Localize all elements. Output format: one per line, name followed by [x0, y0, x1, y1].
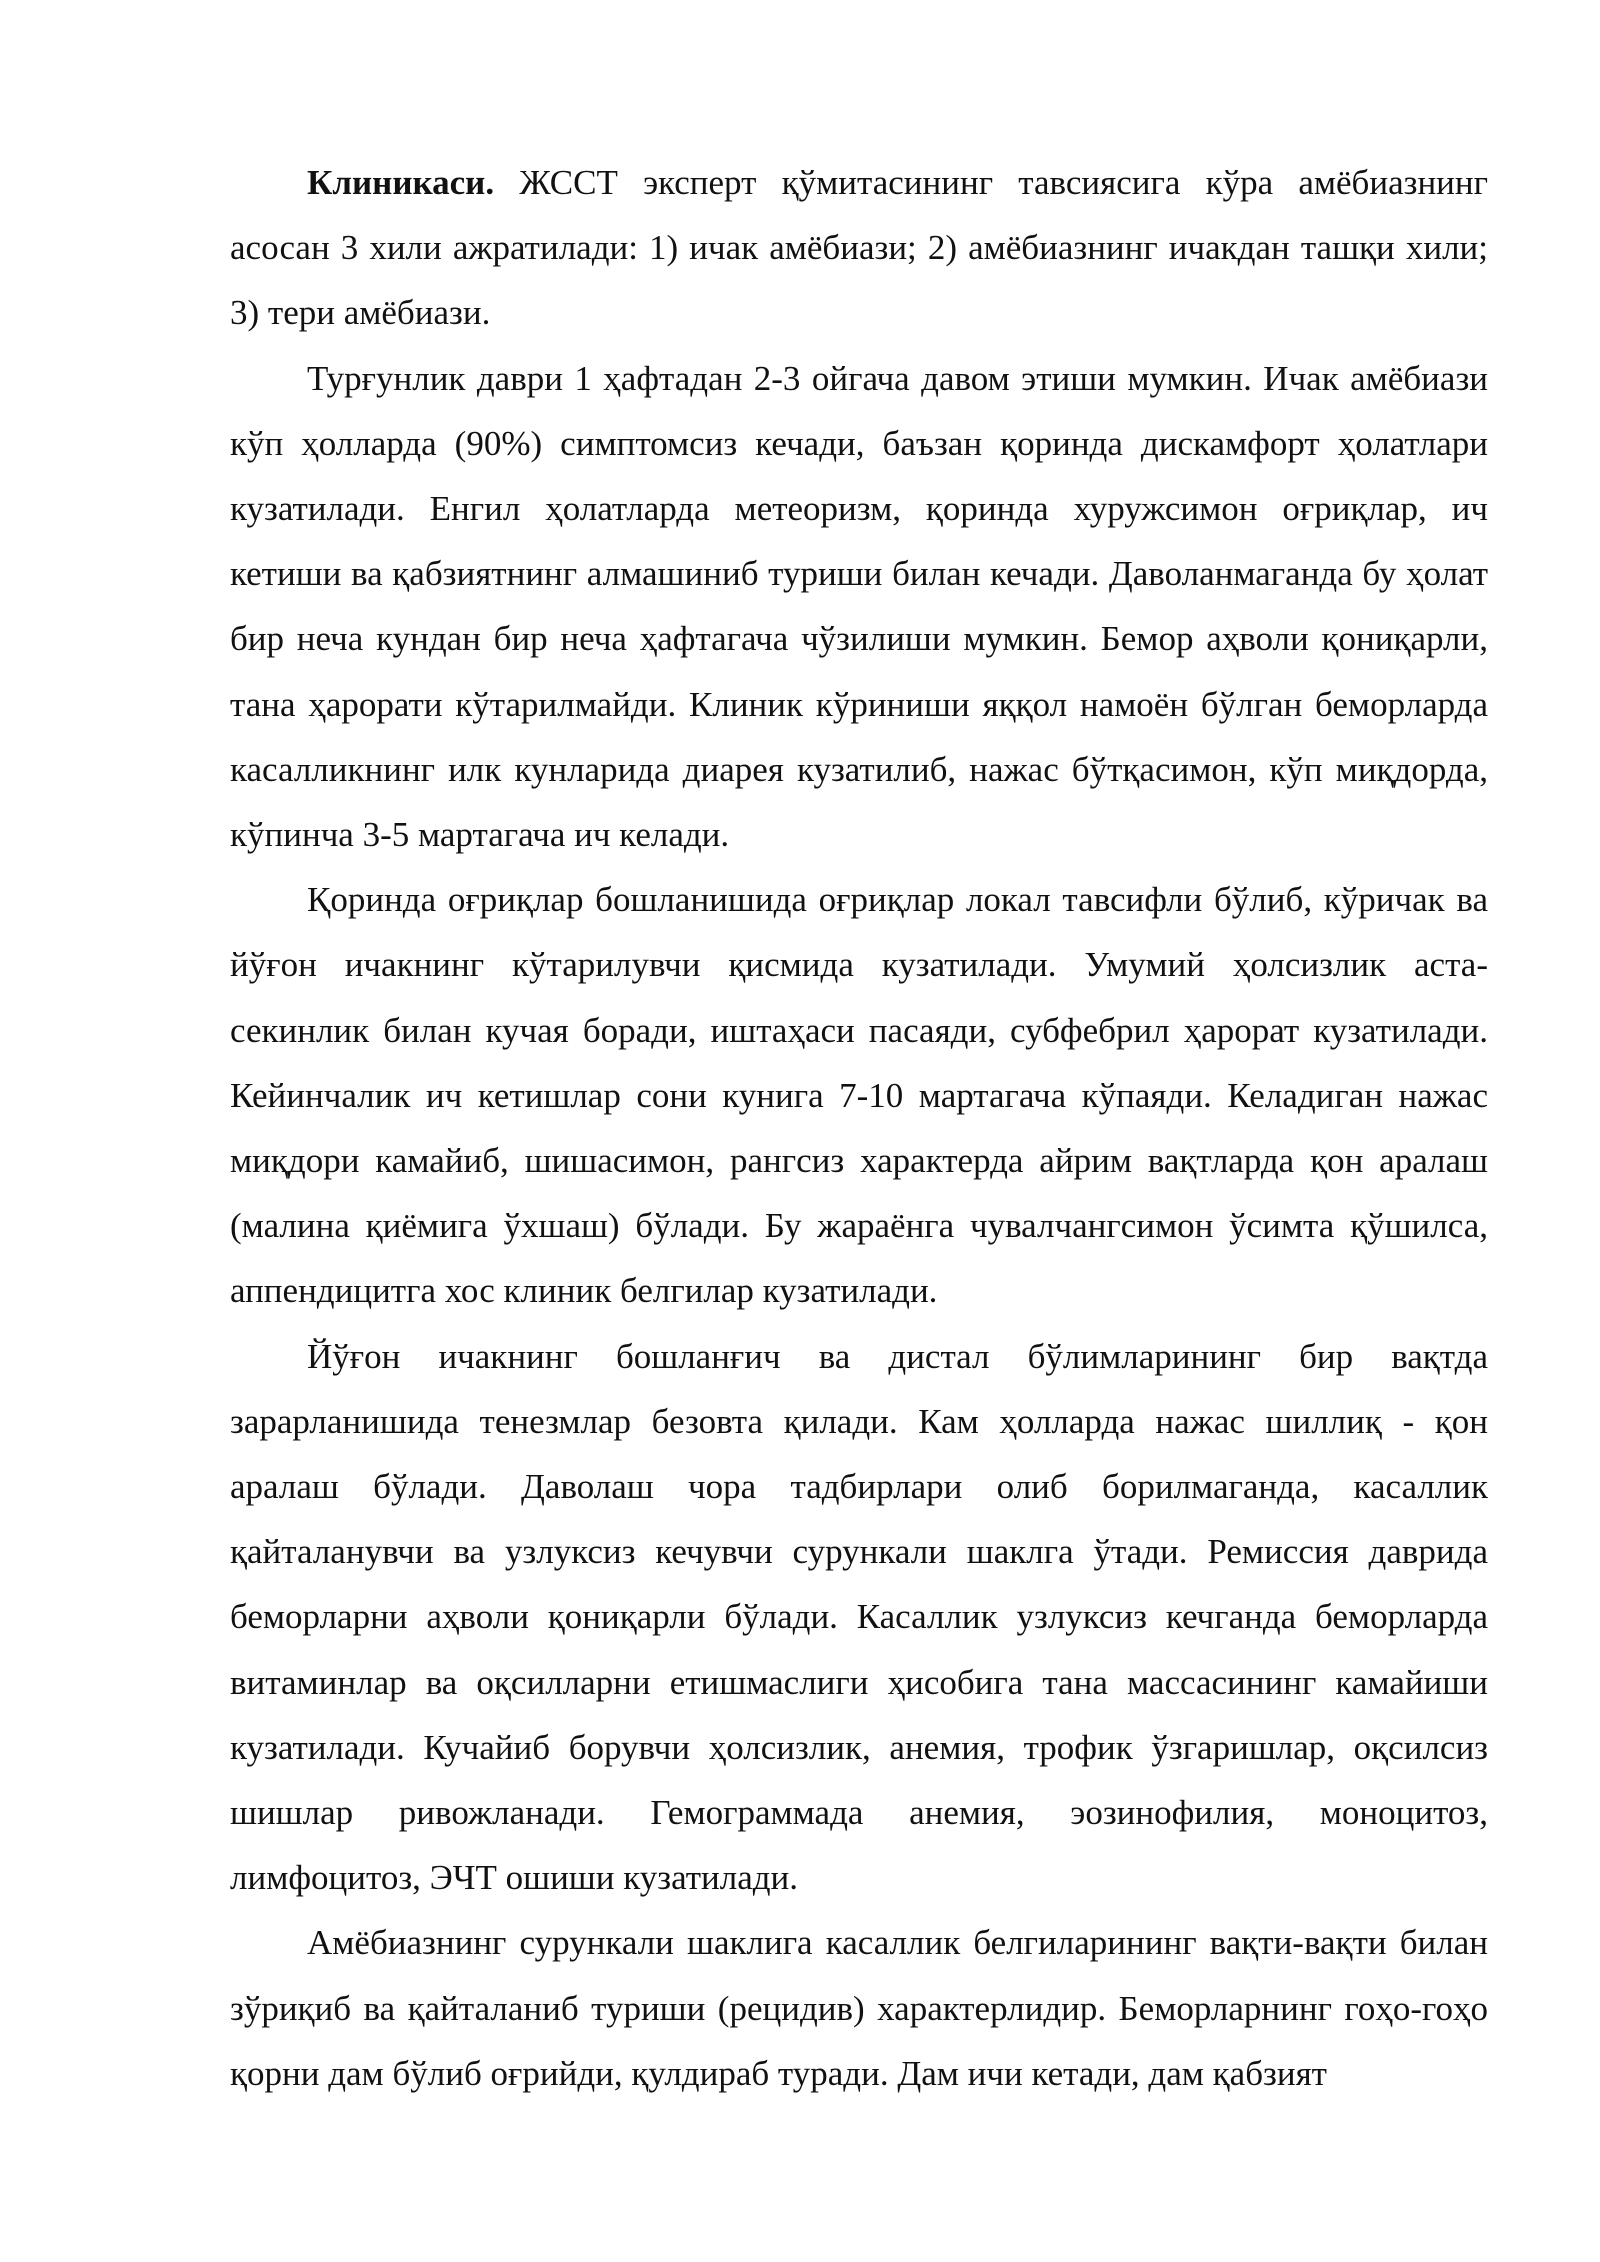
- section-heading-clinic: Клиникаси.: [307, 163, 495, 202]
- document-body: [230, 150, 1488, 2106]
- paragraph-incubation: Турғунлик даври 1 ҳафтадан 2-3 ойгача давом этиши мумкин. Ичак амёбиази кўп ҳолларда (90%) симптомсиз кечади, баъзан қоринда дискамфорт ҳолатлари кузатилади. Енгил ҳолатларда метеоризм, қоринда хуружсимон оғриқлар, ич кетиши ва қабзиятнинг алмашиниб туриши билан кечади. Даволанмаганда бу ҳолат бир неча кундан бир неча ҳафтагача чўзилиши мумкин. Бемор аҳволи қониқарли, тана ҳарорати кўтарилмайди. Клиник кўриниши яққол намоён бўлган беморларда касалликнинг илк кунларида диарея кузатилиб, нажас бўтқасимон, кўп миқдорда, кўпинча 3-5 мартагача ич келади.: [230, 358, 1488, 855]
- paragraph-abdominal-pain: Қоринда оғриқлар бошланишида оғриқлар локал тавсифли бўлиб, кўричак ва йўғон ичакнинг кўтарилувчи қисмида кузатилади. Умумий ҳолсизлик аста-секинлик билан кучая боради, иштаҳаси пасаяди, субфебрил ҳарорат кузатилади. Кейинчалик ич кетишлар сони кунига 7-10 мартагача кўпаяди. Келадиган нажас миқдори камайиб, шишасимон, рангсиз характерда айрим вақтларда қон аралаш (малина қиёмига ўхшаш) бўлади. Бу жараёнга чувалчангсимон ўсимта қўшилса, аппендицитга хос клиник белгилар кузатилади.: [230, 880, 1488, 1311]
- paragraph-clinical-overview: [230, 150, 1488, 346]
- paragraph-chronic-form: Амёбиазнинг сурункали шаклига касаллик белгиларининг вақти-вақти билан зўриқиб ва қайталаниб туриши (рецидив) характерлидир. Беморларнинг гоҳо-гоҳо қорни дам бўлиб оғрийди, қулдираб туради. Дам ичи кетади, дам қабзият: [230, 1923, 1488, 2093]
- paragraph-colon-lesion: Йўғон ичакнинг бошланғич ва дистал бўлимларининг бир вақтда зарарланишида тенезмлар безовта қилади. Кам ҳолларда нажас шиллиқ - қон аралаш бўлади. Даволаш чора тадбирлари олиб борилмаганда, касаллик қайталанувчи ва узлуксиз кечувчи сурункали шаклга ўтади. Ремиссия даврида беморларни аҳволи қониқарли бўлади. Касаллик узлуксиз кечганда беморларда витаминлар ва оқсилларни етишмаслиги ҳисобига тана массасининг камайиши кузатилади. Кучайиб борувчи ҳолсизлик, анемия, трофик ўзгаришлар, оқсилсиз шишлар ривожланади. Гемограммада анемия, эозинофилия, моноцитоз, лимфоцитоз, ЭЧТ ошиши кузатилади.: [230, 1336, 1488, 1898]
- paragraph-text: ЖССТ эксперт қўмитасининг тавсиясига кўра амёбиазнинг асосан 3 хили ажратилади: 1) ичак амёбиази; 2) амёбиазнинг ичакдан ташқи хили; 3) тери амёбиази.: [230, 163, 1488, 333]
